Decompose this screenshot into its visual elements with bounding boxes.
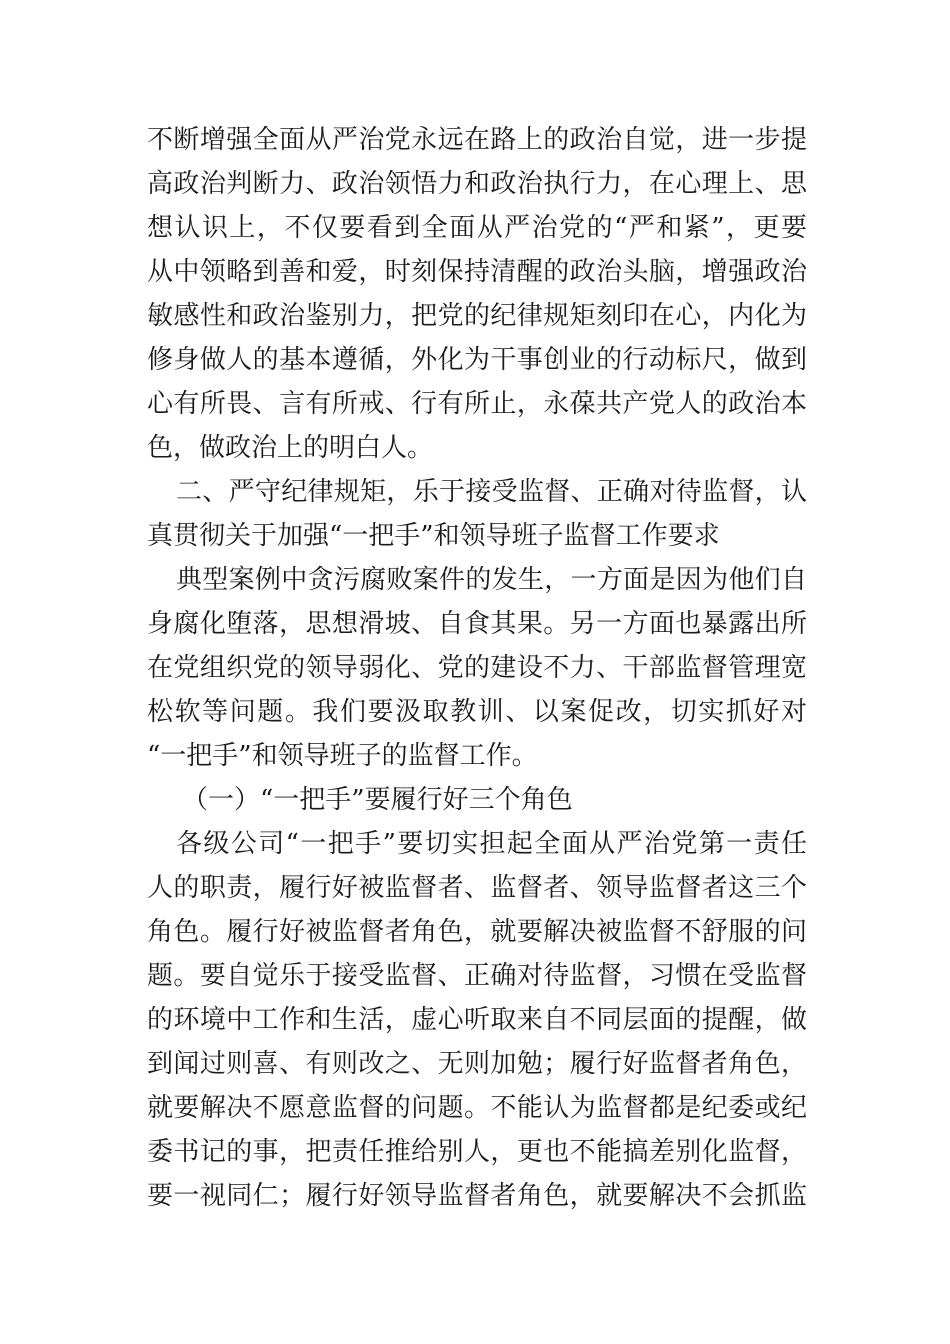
text-line: 高政治判断力、政治领悟力和政治执行力，在心理上、思 xyxy=(147,169,807,199)
text-line: 敏感性和政治鉴别力，把党的纪律规矩刻印在心，内化为 xyxy=(147,301,807,331)
text-line: 想认识上，不仅要看到全面从严治党的“严和紧”，更要 xyxy=(147,213,807,243)
text-line: 要一视同仁；履行好领导监督者角色，就要解决不会抓监 xyxy=(147,1181,807,1211)
text-line: 心有所畏、言有所戒、行有所止，永葆共产党人的政治本 xyxy=(147,389,807,419)
text-line: “一把手”和领导班子的监督工作。 xyxy=(147,741,538,771)
text-line: 就要解决不愿意监督的问题。不能认为监督都是纪委或纪 xyxy=(147,1093,807,1123)
section-heading: 二、严守纪律规矩，乐于接受监督、正确对待监督，认 xyxy=(176,477,807,507)
text-line: 在党组织党的领导弱化、党的建设不力、干部监督管理宽 xyxy=(147,653,807,683)
text-line: 不断增强全面从严治党永远在路上的政治自觉，进一步提 xyxy=(147,125,807,155)
text-line: 的环境中工作和生活，虚心听取来自不同层面的提醒，做 xyxy=(147,1005,807,1035)
text-line: 委书记的事，把责任推给别人，更也不能搞差别化监督， xyxy=(147,1137,807,1167)
text-line: 人的职责，履行好被监督者、监督者、领导监督者这三个 xyxy=(147,873,807,903)
text-line: 题。要自觉乐于接受监督、正确对待监督，习惯在受监督 xyxy=(147,961,807,991)
text-line: 色，做政治上的明白人。 xyxy=(147,433,434,463)
text-line: 各级公司“一把手”要切实担起全面从严治党第一责任 xyxy=(176,829,807,859)
text-line: 身腐化堕落，思想滑坡、自食其果。另一方面也暴露出所 xyxy=(147,609,807,639)
section-heading: 真贯彻关于加强“一把手”和领导班子监督工作要求 xyxy=(147,521,720,551)
text-line: 到闻过则喜、有则改之、无则加勉；履行好监督者角色， xyxy=(147,1049,807,1079)
text-line: 松软等问题。我们要汲取教训、以案促改，切实抓好对 xyxy=(147,697,807,727)
subsection-heading: （一）“一把手”要履行好三个角色 xyxy=(182,785,573,815)
text-line: 典型案例中贪污腐败案件的发生，一方面是因为他们自 xyxy=(176,565,807,595)
text-line: 修身做人的基本遵循，外化为干事创业的行动标尺，做到 xyxy=(147,345,807,375)
text-line: 角色。履行好被监督者角色，就要解决被监督不舒服的问 xyxy=(147,917,807,947)
text-line: 从中领略到善和爱，时刻保持清醒的政治头脑，增强政治 xyxy=(147,257,807,287)
